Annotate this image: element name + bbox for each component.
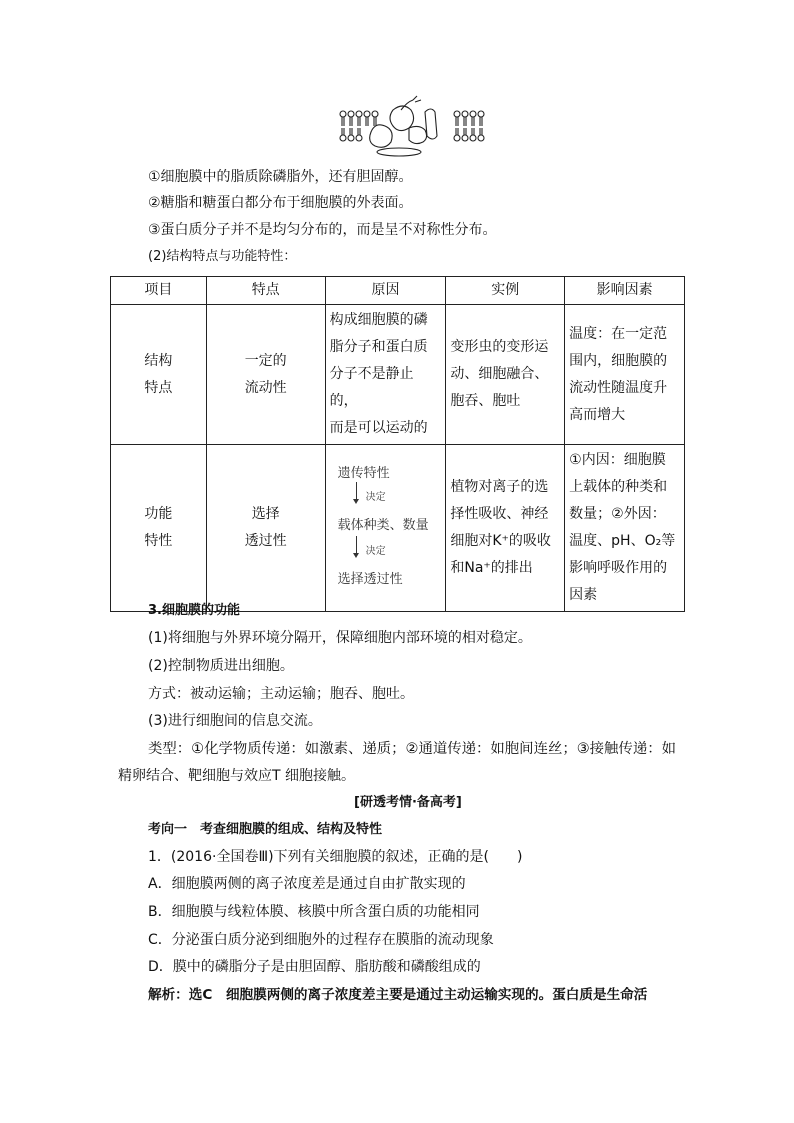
function-3-types-cont: 精卵结合、靶细胞与效应T 细胞接触。 <box>118 768 356 784</box>
row2-item: 功能 特性 <box>111 445 207 612</box>
row1-feature: 一定的 流动性 <box>206 305 325 445</box>
phospholipid-bottom-row <box>340 128 484 141</box>
cell-membrane-diagram <box>337 94 487 158</box>
function-title: 3.细胞膜的功能 <box>148 603 240 618</box>
flow-genetic: 遗传特性 <box>337 466 390 481</box>
table-header-row <box>111 277 685 305</box>
row1-item: 结构 特点 <box>111 305 207 445</box>
research-title: [研透考情·备高考] <box>354 795 462 810</box>
header-factor: 影响因素 <box>565 277 685 305</box>
option-b: B．细胞膜与线粒体膜、核膜中所含蛋白质的功能相同 <box>148 904 480 920</box>
arrow-down-icon <box>356 536 357 554</box>
header-item: 项目 <box>111 277 207 305</box>
analysis: 解析：选C 细胞膜两侧的离子浓度差主要是通过主动运输实现的。蛋白质是生命活 <box>148 987 648 1003</box>
flow-selective: 选择透过性 <box>337 572 403 587</box>
feature-table <box>110 276 685 612</box>
function-2-modes: 方式：被动运输；主动运输；胞吞、胞吐。 <box>148 686 414 702</box>
row2-cause <box>325 445 446 612</box>
header-feature: 特点 <box>206 277 325 305</box>
lipid-note: ①细胞膜中的脂质除磷脂外，还有胆固醇。 <box>148 169 413 185</box>
membrane-proteins <box>370 96 437 156</box>
row2-example: 植物对离子的选 择性吸收、神经 细胞对K⁺的吸收 和Na⁺的排出 <box>446 445 565 612</box>
row2-factor: ①内因：细胞膜 上载体的种类和 数量；②外因： 温度、pH、O₂等 影响呼吸作用的 因素 <box>565 445 685 612</box>
flow-decides-2: 决定 <box>365 546 386 557</box>
function-3-types: 类型：①化学物质传递：如激素、递质；②通道传递：如胞间连丝；③接触传递：如 <box>148 741 676 757</box>
option-c: C．分泌蛋白质分泌到细胞外的过程存在膜脂的流动现象 <box>148 932 494 948</box>
row1-factor: 温度：在一定范 围内，细胞膜的 流动性随温度升 高而增大 <box>565 305 685 445</box>
protein-note: ③蛋白质分子并不是均匀分布的，而是呈不对称性分布。 <box>148 222 497 238</box>
direction-title: 考向一 考查细胞膜的组成、结构及特性 <box>148 822 383 837</box>
header-example: 实例 <box>446 277 565 305</box>
function-3: (3)进行细胞间的信息交流。 <box>148 713 322 729</box>
table-row <box>111 305 685 445</box>
function-2: (2)控制物质进出细胞。 <box>148 658 294 674</box>
cause-flow-diagram <box>326 450 446 606</box>
flow-carrier: 载体种类、数量 <box>337 518 429 533</box>
header-cause: 原因 <box>325 277 446 305</box>
function-1: (1)将细胞与外界环境分隔开，保障细胞内部环境的相对稳定。 <box>148 630 532 646</box>
flow-decides-1: 决定 <box>365 492 386 503</box>
row1-cause: 构成细胞膜的磷 脂分子和蛋白质 分子不是静止的， 而是可以运动的 <box>325 305 446 445</box>
arrow-down-icon <box>356 482 357 500</box>
question-stem: 1．(2016·全国卷Ⅲ)下列有关细胞膜的叙述，正确的是( ) <box>148 849 523 865</box>
option-d: D．膜中的磷脂分子是由胆固醇、脂肪酸和磷酸组成的 <box>148 959 481 975</box>
table-row <box>111 445 685 612</box>
option-a: A．细胞膜两侧的离子浓度差是通过自由扩散实现的 <box>148 876 466 892</box>
section-title: (2)结构特点与功能特性： <box>148 249 297 264</box>
row1-example: 变形虫的变形运 动、细胞融合、 胞吞、胞吐 <box>446 305 565 445</box>
glycolipid-note: ②糖脂和糖蛋白都分布于细胞膜的外表面。 <box>148 195 413 211</box>
row2-feature: 选择 透过性 <box>206 445 325 612</box>
